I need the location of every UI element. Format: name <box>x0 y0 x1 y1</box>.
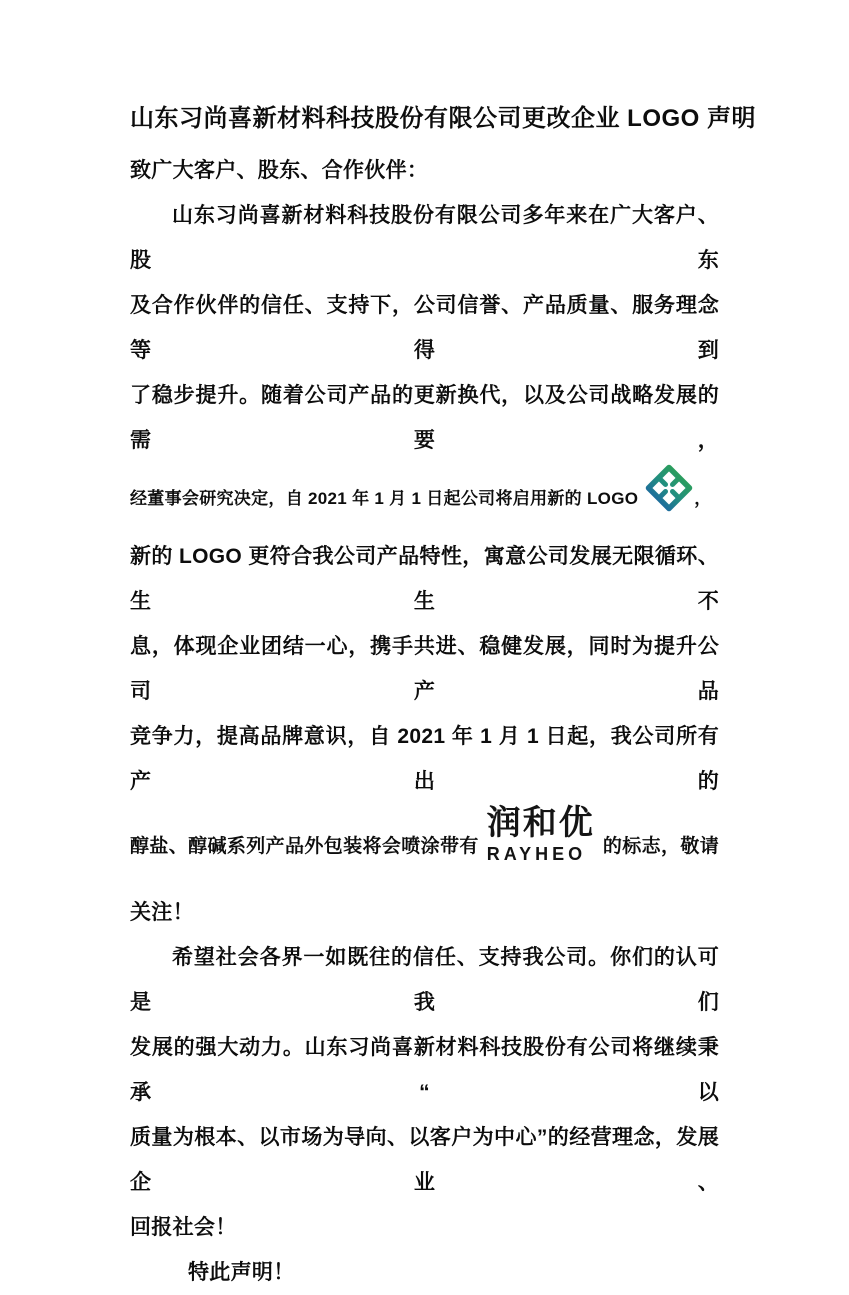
text-line: 质量为根本、以市场为导向、以客户为中心”的经营理念，发展企业、 <box>130 1126 719 1194</box>
page-title: 山东习尚喜新材料科技股份有限公司更改企业 LOGO 声明 <box>130 105 756 132</box>
closing-statement: 特此声明！ <box>188 1261 295 1284</box>
text-segment: 醇盐、醇碱系列产品外包装将会喷涂带有 <box>130 836 479 857</box>
xishangxi-knot-logo-icon <box>644 463 694 513</box>
text-line: 息，体现企业团结一心，携手共进、稳健发展，同时为提升公司产品 <box>130 635 719 703</box>
text-line: 竞争力，提高品牌意识，自 2021 年 1 月 1 日起，我公司所有产出的 <box>130 725 719 793</box>
text-segment: 经董事会研究决定，自 2021 年 1 月 1 日起公司将启用新的 LOGO <box>130 489 639 508</box>
text-line: 发展的强大动力。山东习尚喜新材料科技股份有公司将继续秉承“以 <box>130 1036 719 1104</box>
brand-name-chinese: 润和优 <box>486 804 595 842</box>
text-line: 希望社会各界一如既往的信任、支持我公司。你们的认可是我们 <box>130 946 719 1014</box>
text-line: 了稳步提升。随着公司产品的更新换代，以及公司战略发展的需要， <box>130 384 719 452</box>
text-line: 新的 LOGO 更符合我公司产品特性，寓意公司发展无限循环、生生不 <box>130 545 719 613</box>
text-line: 及合作伙伴的信任、支持下，公司信誉、产品质量、服务理念等得到 <box>130 294 719 362</box>
text-line-with-brand <box>130 804 719 890</box>
text-line-with-logo <box>130 463 719 534</box>
rayheo-brand-logo <box>487 806 595 863</box>
brand-name-english: RAYHEO <box>486 844 587 864</box>
text-segment: ， <box>694 489 712 508</box>
text-line: 山东习尚喜新材料科技股份有限公司多年来在广大客户、股东 <box>130 204 719 272</box>
salutation: 致广大客户、股东、合作伙伴： <box>130 159 429 182</box>
text-line: 关注！ <box>130 901 194 924</box>
text-line: 回报社会！ <box>130 1216 237 1239</box>
text-segment: 的标志，敬请 <box>602 836 719 857</box>
